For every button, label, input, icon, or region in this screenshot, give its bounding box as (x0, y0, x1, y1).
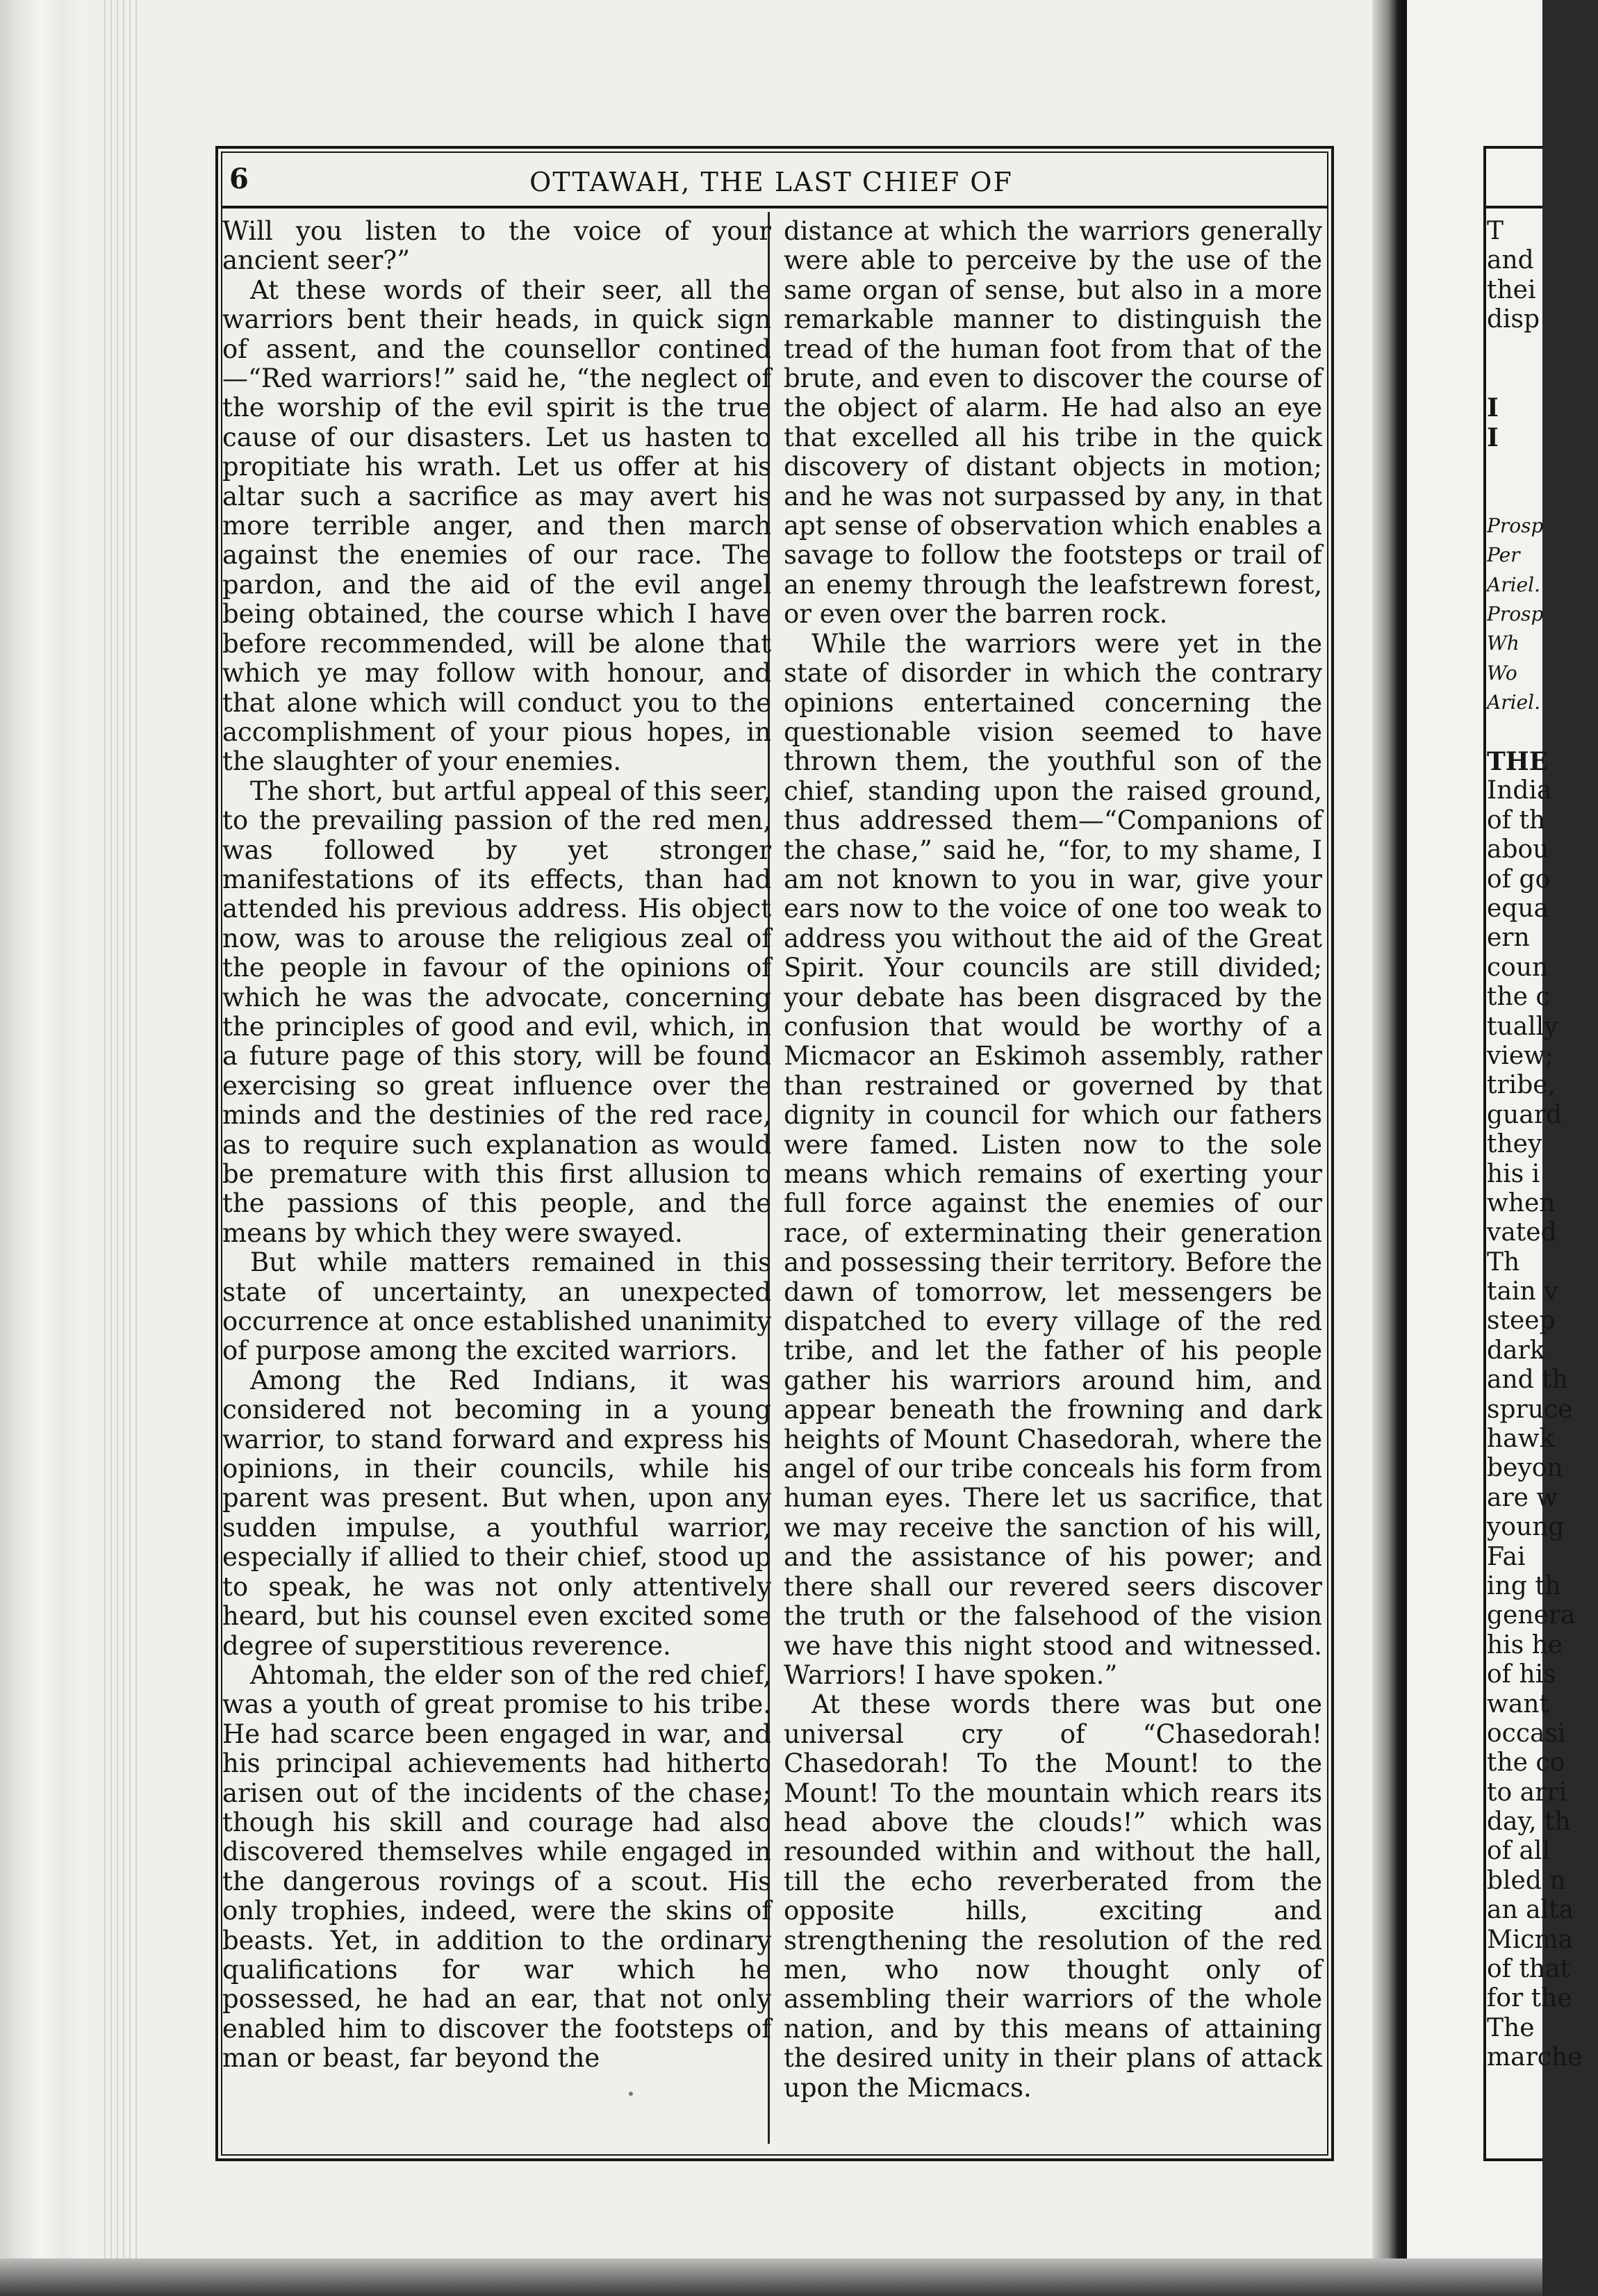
fragment-line: The (1487, 2013, 1535, 2042)
fragment-line: beyon (1487, 1454, 1563, 1483)
page-number: 6 (229, 163, 249, 195)
fragment-line: Micma (1487, 1925, 1574, 1954)
fragment-line: young (1487, 1513, 1565, 1542)
fragment-line: tually (1487, 1012, 1558, 1041)
fragment-line: marche (1487, 2043, 1583, 2072)
fragment-line: of that (1487, 1955, 1571, 1984)
left-page-edge (0, 0, 83, 2296)
paragraph: While the warriors were yet in the state of disorder in which the contrary opinions entertained concerning the questionable vision seemed to have thrown them, the youthful son of the chief, standing upon the raised ground, thus addressed them—“Companions of the chase,” said he, “for, to my shame, I am not known to you in war, give your ears now to the voice of one too weak to address you without the aid of the Great Spirit. Your councils are still divided; your debate has been disgraced by the confusion that would be worthy of a Micmacor an Eskimoh assembly, rather than restrained or governed by that dignity in council for which our fathers were famed. Listen now to the sole means which remains of exerting your full force against the enemies of our race, of exterminating their generation and possessing their territory. Before the dawn of tomorrow, let messengers be dispatched to every village of the red tribe, and let the father of his people gather his warriors around him, and appear beneath the frowning and dark heights of Mount Chasedorah, where the angel of our tribe conceals his form from human eyes. There let us sacrifice, that we may receive the sanction of his will, and the assistance of his power; and there shall our revered seers discover the truth or the falsehood of the vision we have this night stood and witnessed. Warriors! I have spoken.” (784, 628, 1322, 1690)
paragraph: The short, but artful appeal of this seer, to the prevailing passion of the red men, was followed by yet stronger manifestations of its effects, than had attended his previous address. His object now, was to arouse the religious zeal of the people in favour of the opinions of which he was the advocate, concerning the principles of good and evil, which, in a future page of this story, will be found exercising so great influence over the minds and the destinies of the red race, as to require such explanation as would be premature with this first allusion to the passions of this people, and the means by which they were swayed. (222, 776, 771, 1248)
fragment-line: ing th (1487, 1571, 1561, 1600)
paragraph: Among the Red Indians, it was considered not becoming in a young warrior, to stand forward and express his opinions, in their councils, while his parent was present. But when, upon any sudden impulse, a youthful warrior, especially if allied to their chief, stood up to speak, he was not only attentively heard, but his counsel even excited some degree of superstitious reverence. (222, 1365, 771, 1661)
fragment-line: want (1487, 1689, 1549, 1719)
fragment-line: Wh (1487, 632, 1519, 655)
fragment-line: THE (1487, 747, 1549, 777)
fragment-line: Wo (1487, 661, 1517, 684)
paragraph: Will you listen to the voice of your ancient seer?” (222, 216, 771, 276)
fragment-line: are w (1487, 1483, 1558, 1512)
fragment-line: I (1487, 393, 1499, 423)
fragment-line: Th (1487, 1247, 1520, 1277)
fragment-line: coun (1487, 953, 1549, 982)
fragment-line: of his (1487, 1660, 1556, 1689)
fragment-line (1487, 482, 1598, 511)
paragraph: At these words there was but one universal cry of “Chasedorah! Chasedorah! To the Mount! to the Mount! To the mountain which rears its head above the clouds!” which was resounded within and without the hall, till the echo reverberated from the opposite hills, exciting and strengthening the resolution of the red men, who now thought only of assembling their warriors of the whole nation, and by this means of attaining the desired unity in their plans of attack upon the Micmacs. (784, 1689, 1322, 2103)
fragment-line: the c (1487, 983, 1550, 1012)
fragment-line: Ariel. (1487, 691, 1540, 714)
fragment-line (1487, 718, 1598, 747)
fragment-line: Ariel. (1487, 573, 1540, 596)
right-column (784, 217, 1322, 2103)
fragment-line: ern (1487, 924, 1530, 953)
adjacent-page-header-rule (1483, 206, 1542, 208)
fragment-line (1487, 335, 1598, 364)
fragment-line: genera (1487, 1601, 1576, 1630)
fragment-line: thei (1487, 275, 1536, 304)
fragment-line: vated (1487, 1218, 1557, 1247)
fragment-line: spruce (1487, 1395, 1573, 1424)
fragment-line: steep (1487, 1306, 1556, 1336)
fragment-line: Per (1487, 543, 1520, 567)
header-rule (221, 206, 1328, 208)
fragment-line: they (1487, 1130, 1542, 1159)
fragment-line (1487, 452, 1598, 482)
fragment-line: to arri (1487, 1778, 1567, 1807)
print-speck (629, 2092, 633, 2096)
fragment-line: India (1487, 776, 1552, 805)
left-column (222, 217, 771, 2074)
fragment-line: the co (1487, 1748, 1565, 1778)
fragment-line: of th (1487, 805, 1546, 835)
fragment-line: Prosp (1487, 602, 1544, 626)
paragraph: But while matters remained in this state of uncertainty, an unexpected occurrence at once established unanimity of purpose among the excited warriors. (222, 1247, 771, 1366)
fragment-line: when (1487, 1188, 1556, 1217)
fragment-line: of go (1487, 864, 1551, 894)
bottom-edge-shadow (0, 2258, 1542, 2296)
fragment-line: hawk (1487, 1425, 1555, 1454)
book-gutter-shadow (1372, 0, 1407, 2296)
fragment-line: disp (1487, 305, 1540, 334)
fragment-line: tribe, (1487, 1071, 1556, 1100)
fragment-line: I (1487, 423, 1499, 452)
adjacent-page-text (1487, 217, 1598, 2073)
fragment-line: view; (1487, 1041, 1554, 1070)
fragment-line: dark (1487, 1336, 1545, 1365)
paragraph: Ahtomah, the elder son of the red chief, was a youth of great promise to his tribe. He had scarce been engaged in war, and his principal achievements had hitherto arisen out of the incidents of the chase; though his skill and courage had also discovered themselves while engaged in the dangerous rovings of a scout. His only trophies, indeed, were the skins of beasts. Yet, in addition to the ordinary qualifications for war which he possessed, he had an ear, that not only enabled him to discover the footsteps of man or beast, far beyond the (222, 1659, 771, 2074)
fragment-line: Prosp (1487, 514, 1544, 537)
stacked-page-edges (104, 0, 140, 2296)
fragment-line: occasi (1487, 1719, 1566, 1748)
fragment-line: T (1487, 217, 1504, 245)
paragraph: distance at which the warriors generally were able to perceive by the use of the same organ of sense, but also in a more remarkable manner to distinguish the tread of the human foot from that of the brute, and even to discover the course of the object of alarm. He had also an eye that excelled all his tribe in the quick discovery of distant objects in motion; and he was not surpassed by any, in that apt sense of observation which enables a savage to follow the footsteps or trail of an enemy through the leafstrewn forest, or even over the barren rock. (784, 216, 1322, 630)
fragment-line: abou (1487, 835, 1549, 864)
fragment-line: and th (1487, 1366, 1568, 1395)
fragment-line: tain v (1487, 1277, 1558, 1306)
fragment-line: equa (1487, 894, 1549, 923)
fragment-line: an alta (1487, 1896, 1574, 1925)
page-header (229, 158, 1313, 203)
fragment-line: of all (1487, 1837, 1550, 1866)
fragment-line: day, th (1487, 1807, 1571, 1837)
fragment-line (1487, 364, 1598, 393)
running-head: OTTAWAH, THE LAST CHIEF OF (529, 167, 1013, 197)
fragment-line: and (1487, 246, 1534, 275)
fragment-line: his he (1487, 1630, 1563, 1659)
fragment-line: Fai (1487, 1542, 1526, 1571)
fragment-line: bled n (1487, 1866, 1566, 1895)
fragment-line: guard (1487, 1100, 1562, 1129)
paragraph: At these words of their seer, all the warriors bent their heads, in quick sign of assent, and the counsellor contined—“Red warriors!” said he, “the neglect of the worship of the evil spirit is the true cause of our disasters. Let us hasten to propitiate his wrath. Let us offer at his altar such a sacrifice as may avert his more terrible anger, and then march against the enemies of our race. The pardon, and the aid of the evil angel being obtained, the course which I have before recommended, will be alone that which ye may follow with honour, and that alone which will conduct you to the accomplishment of your pious hopes, in the slaughter of your enemies. (222, 274, 771, 777)
fragment-line: for the (1487, 1984, 1572, 2013)
fragment-line: his i (1487, 1159, 1540, 1188)
